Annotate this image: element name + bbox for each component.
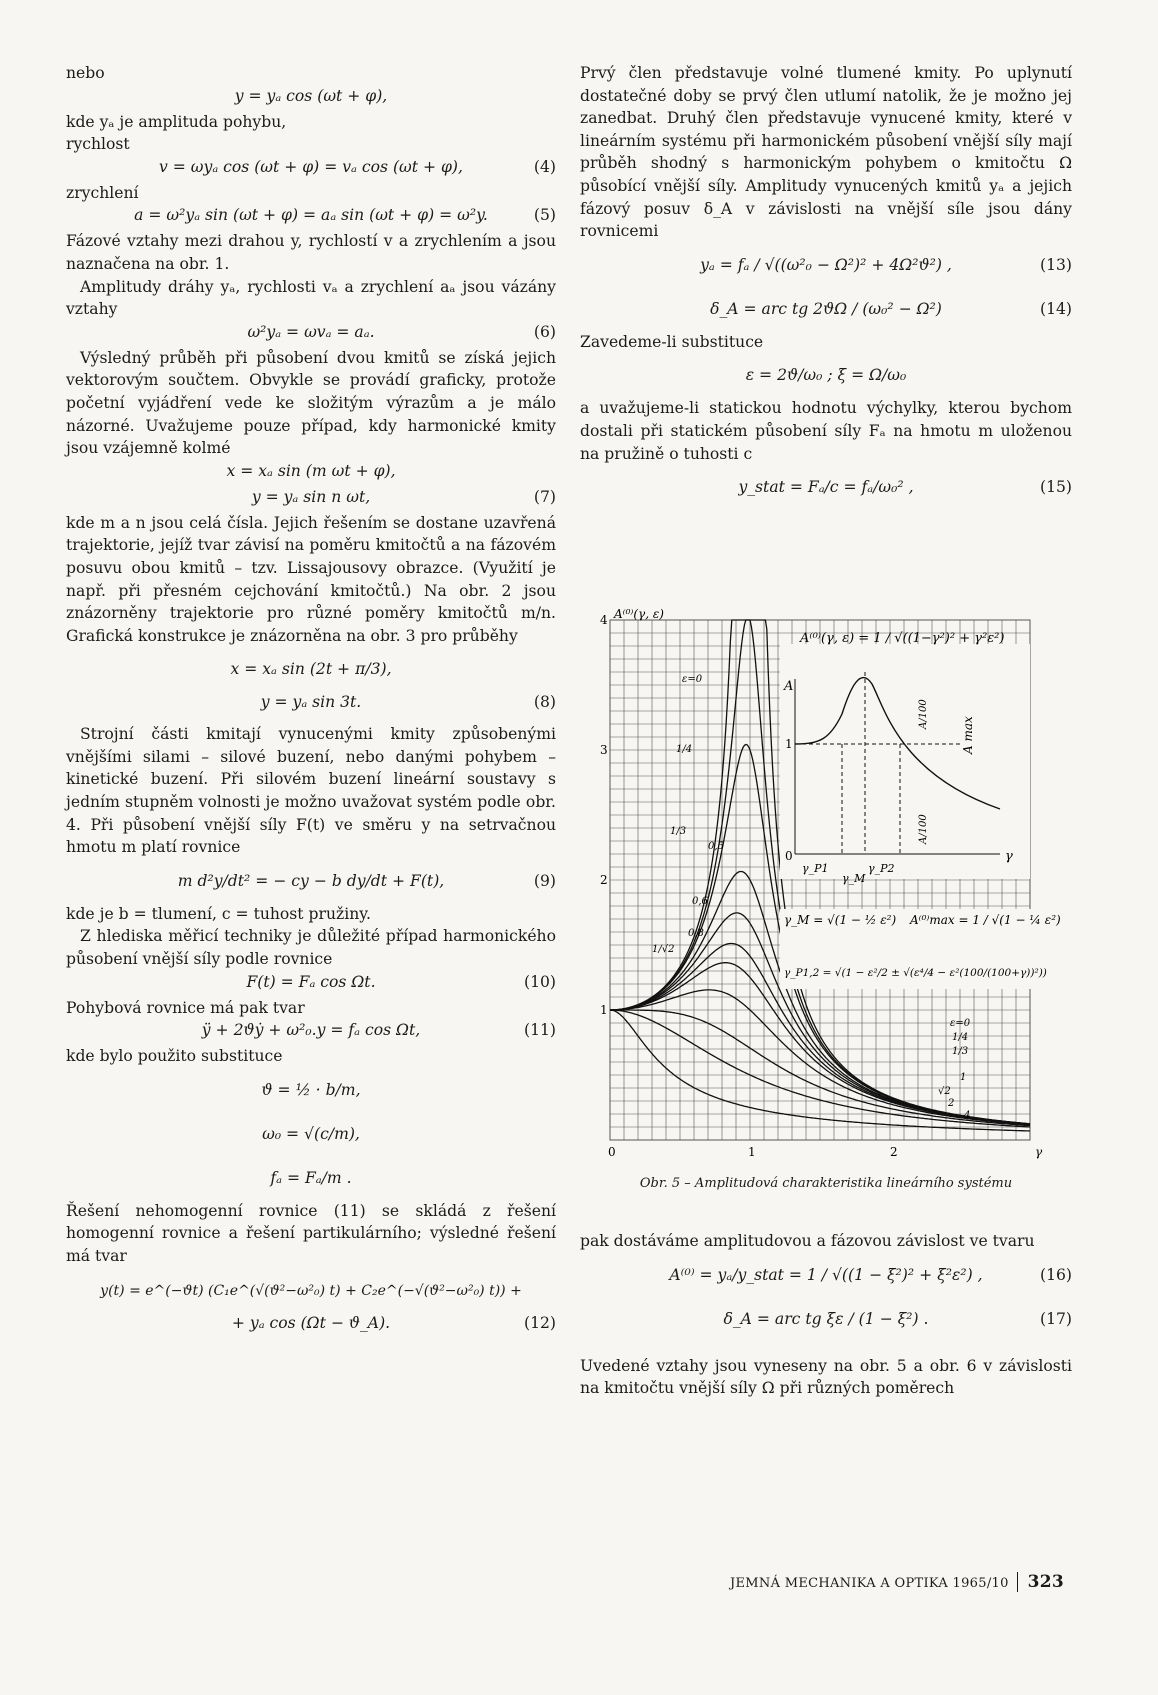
curve-label: 2	[948, 1098, 955, 1109]
equation-5-expr: a = ω²yₐ sin (ωt + φ) = aₐ sin (ωt + φ) = ω²y.	[134, 206, 488, 225]
curve-label: 0,8	[688, 928, 704, 939]
inset-tick-zero: 0	[785, 849, 793, 863]
equation-8b	[66, 691, 556, 717]
curve-label: 0,5	[708, 841, 724, 852]
curve-label: 1/4	[952, 1032, 969, 1043]
curve-label: 1/4	[676, 744, 693, 755]
equation-y-expr: y = yₐ cos (ωt + φ),	[234, 86, 388, 105]
equation-17-number: (17)	[1039, 1309, 1072, 1328]
equation-subst-expr: ε = 2ϑ/ω₀ ; ξ = Ω/ω₀	[745, 366, 907, 385]
inset-chart	[780, 631, 1030, 885]
curve-label: √2	[938, 1086, 951, 1097]
y-tick-3: 3	[600, 743, 608, 757]
equation-4	[66, 156, 556, 182]
curve-label: 1	[960, 1072, 967, 1083]
equation-7b	[66, 486, 556, 512]
figure-amplitude-characteristic	[580, 604, 1080, 1174]
equation-subst	[580, 353, 1072, 397]
equation-13-number: (13)	[1039, 255, 1072, 274]
equation-10-number: (10)	[523, 972, 556, 991]
equation-4-number: (4)	[533, 157, 556, 176]
equation-14-expr: δ_A = arc tg 2ϑΩ / (ω₀² − Ω²)	[710, 299, 942, 318]
equation-fa-expr: fₐ = Fₐ/m .	[270, 1168, 352, 1187]
para-strojni: Strojní části kmitají vynucenými kmity způsobenými vnějšími silami – silové buzení, nebo danými pohybem – kinetické buzení. Při silovém buzení lineární soustavy s jedním stupněm volnosti je možno uvažovat systém podle obr. 4. Při působení vnější síly F(t) ve směru y na setrvačnou hmotu m platí rovnice	[66, 725, 556, 857]
equation-12b-expr: + yₐ cos (Ωt − ϑ_A).	[231, 1313, 391, 1332]
equation-12b	[66, 1312, 556, 1338]
para-zavedeme: Zavedeme-li substituce	[580, 332, 764, 351]
equation-theta-expr: ϑ = ½ · b/m,	[261, 1080, 361, 1099]
equation-11-number: (11)	[523, 1021, 556, 1040]
para-pohybova: Pohybová rovnice má pak tvar	[66, 998, 305, 1017]
inset-label-gp2: γ_P2	[868, 862, 895, 875]
equation-9-number: (9)	[533, 871, 556, 890]
equation-omega	[66, 1112, 556, 1156]
journal-name: JEMNÁ MECHANIKA A OPTIKA 1965/10	[730, 1576, 1009, 1591]
inset-tick-one: 1	[785, 737, 793, 751]
x-tick-1: 1	[748, 1145, 756, 1159]
equation-13	[580, 243, 1072, 287]
equation-7a-expr: x = xₐ sin (m ωt + φ),	[226, 461, 396, 480]
equation-8b-expr: y = yₐ sin 3t.	[260, 693, 362, 712]
inset-axis-gamma: γ	[1005, 849, 1013, 864]
equation-6	[66, 321, 556, 347]
equation-7b-expr: y = yₐ sin n ωt,	[251, 487, 371, 506]
inset-label-a100-upper: A/100	[918, 699, 929, 729]
para-pak: pak dostáváme amplitudovou a fázovou závislost ve tvaru	[580, 1232, 1035, 1250]
para-zrychleni: zrychlení	[66, 183, 139, 202]
equation-16-number: (16)	[1039, 1265, 1072, 1284]
x-tick-0: 0	[608, 1145, 616, 1159]
equation-4-expr: v = ωyₐ cos (ωt + φ) = vₐ cos (ωt + φ),	[159, 157, 463, 176]
page-number: 323	[1017, 1572, 1064, 1592]
equation-15-expr: y_stat = Fₐ/c = fₐ/ω₀² ,	[738, 478, 914, 497]
equation-9-expr: m d²y/dt² = − cy − b dy/dt + F(t),	[177, 871, 445, 890]
equation-12-number: (12)	[523, 1313, 556, 1332]
x-axis-gamma: γ	[1035, 1145, 1043, 1159]
equation-11-expr: ÿ + 2ϑẏ + ω²₀.y = fₐ cos Ωt,	[201, 1021, 421, 1040]
equation-fa	[66, 1156, 556, 1200]
x-tick-2: 2	[890, 1145, 898, 1159]
equation-10-expr: F(t) = Fₐ cos Ωt.	[246, 972, 376, 991]
equation-17	[580, 1297, 1072, 1341]
equation-13-expr: yₐ = fₐ / √((ω²₀ − Ω²)² + 4Ω²ϑ²) ,	[700, 255, 952, 274]
right-column-lower	[580, 1210, 1072, 1400]
axis-label-a: A⁽⁰⁾(γ, ε)	[614, 607, 664, 621]
right-column	[580, 62, 1072, 509]
inset-label-a100-lower: A/100	[918, 814, 929, 844]
equation-17-expr: δ_A = arc tg ξε / (1 − ξ²) .	[723, 1309, 929, 1328]
curve-label: 1/3	[952, 1046, 969, 1057]
equation-5-number: (5)	[533, 206, 556, 225]
equation-8-number: (8)	[533, 693, 556, 712]
para-nebo: nebo	[66, 64, 105, 82]
formula-gamma-p: γ_P1,2 = √(1 − ε²/2 ± √(ε⁴/4 − ε²(100/(100+γ))²))	[784, 967, 1047, 979]
equation-8a	[66, 647, 556, 691]
para-substituce: kde bylo použito substituce	[66, 1047, 283, 1066]
inset-label-amax: A max	[961, 716, 975, 754]
para-vysledny: Výsledný průběh při působení dvou kmitů se získá jejich vektorovým součtem. Obvykle se provádí graficky, protože početní vyjádření vede ke složitým výrazům a je málo názorné. Uvažujeme pouze případ, kdy harmonické kmity jsou vzájemně kolmé	[66, 348, 556, 458]
inset-label-gp1: γ_P1	[802, 862, 829, 875]
inset-axis-a: A	[784, 679, 794, 694]
y-tick-1: 1	[600, 1003, 608, 1017]
y-tick-4: 4	[600, 613, 608, 627]
equation-12a	[66, 1268, 556, 1312]
curve-label: 1/√2	[652, 944, 675, 955]
para-hlediska: Z hlediska měřicí techniky je důležité případ harmonického působení vnější síly podle rovnice	[66, 927, 556, 969]
equation-theta	[66, 1068, 556, 1112]
equation-6-number: (6)	[533, 322, 556, 341]
equation-11	[66, 1019, 556, 1045]
y-tick-2: 2	[600, 873, 608, 887]
equation-omega-expr: ω₀ = √(c/m),	[262, 1124, 360, 1143]
equation-14-number: (14)	[1039, 299, 1072, 318]
formula-a-max: A⁽⁰⁾max = 1 / √(1 − ¼ ε²)	[910, 913, 1061, 927]
curve-label: ε=0	[682, 674, 703, 685]
curve-label: 4	[964, 1110, 971, 1121]
side-formulas	[780, 909, 1061, 989]
equation-16	[580, 1253, 1072, 1297]
left-column	[66, 62, 556, 1338]
para-kde: kde yₐ je amplituda pohybu,	[66, 112, 287, 131]
equation-7a	[66, 460, 556, 486]
equation-10	[66, 971, 556, 997]
para-uvazujeme: a uvažujeme-li statickou hodnotu výchylky, kterou bychom dostali při statickém působení síly Fₐ na hmotu m uloženou na pružině o tuhosti c	[580, 399, 1072, 463]
equation-5	[66, 204, 556, 230]
para-kde-mn: kde m a n jsou celá čísla. Jejich řešením se dostane uzavřená trajektorie, jejíž tvar závisí na poměru kmitočtů a na fázovém posuvu obou kmitů – tzv. Lissajousovy obrazce. (Využití je např. při přesném cejchování kmitočtů.) Na obr. 2 jsou znázorněny trajektorie pro různé poměry kmitočtů m/n. Grafická konstrukce je znázorněna na obr. 3 pro průběhy	[66, 513, 556, 645]
para-kde-b: kde je b = tlumení, c = tuhost pružiny.	[66, 904, 371, 923]
equation-y	[66, 85, 556, 111]
equation-15-number: (15)	[1039, 478, 1072, 497]
formula-gamma-m: γ_M = √(1 − ½ ε²)	[784, 913, 897, 927]
equation-16-expr: A⁽⁰⁾ = yₐ/y_stat = 1 / √((1 − ξ²)² + ξ²ε²) ,	[669, 1265, 983, 1284]
equation-7-number: (7)	[533, 487, 556, 506]
para-prvy: Prvý člen představuje volné tlumené kmity. Po uplynutí dostatečné doby se prvý člen utlumí natolik, že je možno jej zanedbat. Druhý člen představuje vynucené kmity, které v lineárním systému při harmonickém působení vnější síly mají průběh shodný s harmonickým pohybem o kmitočtu Ω působící vnější síly. Amplitudy vynucených kmitů yₐ a jejich fázový posuv δ_A v závislosti na vnější síle jsou dány rovnicemi	[580, 64, 1072, 241]
formula-main: A⁽⁰⁾(γ, ε) = 1 / √((1−γ²)² + γ²ε²)	[800, 631, 1005, 646]
equation-14	[580, 287, 1072, 331]
para-uvedene: Uvedené vztahy jsou vyneseny na obr. 5 a obr. 6 v závislosti na kmitočtu vnější síly Ω při různých poměrech	[580, 1356, 1072, 1398]
equation-12a-expr: y(t) = e^(−ϑt) (C₁e^(√(ϑ²−ω²₀) t) + C₂e^(−√(ϑ²−ω²₀) t)) +	[100, 1282, 522, 1299]
curve-label: ε=0	[950, 1018, 971, 1029]
page-footer	[730, 1572, 1064, 1592]
equation-6-expr: ω²yₐ = ωvₐ = aₐ.	[247, 322, 375, 341]
inset-label-gm: γ_M	[842, 872, 866, 885]
para-amplitudy: Amplitudy dráhy yₐ, rychlosti vₐ a zrychlení aₐ jsou vázány vztahy	[66, 277, 556, 319]
para-rychlost: rychlost	[66, 135, 130, 154]
curve-label: 1/3	[670, 826, 687, 837]
para-reseni: Řešení nehomogenní rovnice (11) se skládá z řešení homogenní rovnice a řešení partikulárního; výsledné řešení má tvar	[66, 1201, 556, 1265]
equation-15	[580, 465, 1072, 509]
figure-caption: Obr. 5 – Amplitudová charakteristika lineárního systému	[639, 1176, 1013, 1191]
equation-8a-expr: x = xₐ sin (2t + π/3),	[230, 660, 392, 679]
curve-label: 0,6	[692, 896, 708, 907]
equation-9	[66, 859, 556, 903]
para-fazove: Fázové vztahy mezi drahou y, rychlostí v a zrychlením a jsou naznačena na obr. 1.	[66, 232, 556, 273]
